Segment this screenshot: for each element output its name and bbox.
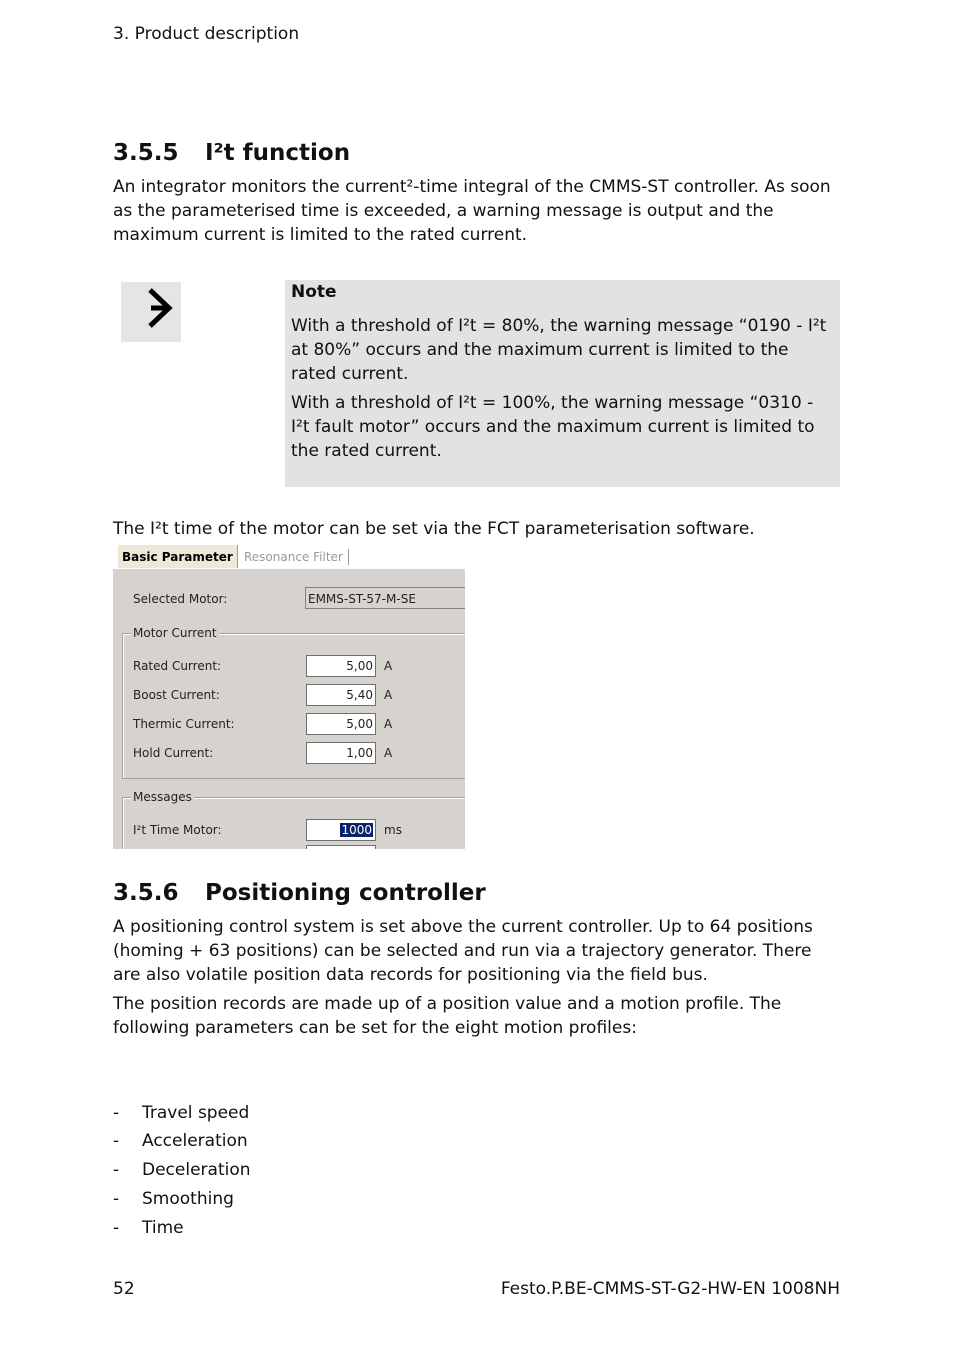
hold-current-unit: A	[384, 746, 393, 760]
next-field-partial	[306, 845, 376, 849]
rated-current-input[interactable]: 5,00	[306, 655, 376, 677]
tab-bar	[113, 545, 465, 569]
selected-motor-label: Selected Motor:	[133, 592, 228, 606]
rated-current-unit: A	[384, 659, 393, 673]
note-box	[285, 280, 840, 487]
section-heading-3-5-5	[113, 140, 350, 166]
tab-basic-parameter[interactable]: Basic Parameter	[118, 545, 238, 568]
fct-intro-paragraph: The I²t time of the motor can be set via the FCT parameterisation software.	[113, 519, 755, 539]
i2t-time-selected-value: 1000	[341, 823, 372, 837]
list-item-text: Smoothing	[142, 1189, 234, 1209]
fct-parameter-panel	[113, 545, 465, 849]
i2t-time-unit: ms	[384, 823, 402, 837]
list-marker: -	[113, 1189, 120, 1209]
hold-current-label: Hold Current:	[133, 746, 214, 760]
document-id: Festo.P.BE-CMMS-ST-G2-HW-EN 1008NH	[500, 1279, 840, 1299]
list-marker: -	[113, 1131, 120, 1151]
note-paragraph-1: With a threshold of I²t = 80%, the warning message “0190 - I²t at 80%” occurs and the maximum current is limited to the rated current.	[291, 316, 827, 384]
note-title: Note	[291, 282, 337, 302]
i2t-time-input[interactable]	[306, 819, 376, 841]
note-icon-box	[121, 282, 181, 342]
selected-motor-field: EMMS-ST-57-M-SE	[305, 587, 465, 609]
list-item	[113, 1189, 234, 1209]
list-marker: -	[113, 1103, 120, 1123]
thermic-current-label: Thermic Current:	[133, 717, 235, 731]
list-marker: -	[113, 1160, 120, 1180]
running-head: 3. Product description	[113, 24, 300, 44]
list-item-text: Acceleration	[142, 1131, 248, 1151]
thermic-current-input[interactable]: 5,00	[306, 713, 376, 735]
motor-current-group-title: Motor Current	[133, 626, 217, 640]
tab-resonance-filter[interactable]: Resonance Filter	[244, 550, 343, 564]
boost-current-unit: A	[384, 688, 393, 702]
list-item	[113, 1218, 184, 1238]
positioning-paragraph-2: The position records are made up of a position value and a motion profile. The following parameters can be set for the eight motion profiles:	[113, 994, 782, 1038]
hold-current-input[interactable]: 1,00	[306, 742, 376, 764]
section-heading-3-5-6	[113, 880, 486, 906]
tab-separator	[348, 549, 349, 565]
page-number: 52	[113, 1279, 135, 1299]
list-item-text: Time	[142, 1218, 184, 1238]
list-item	[113, 1103, 249, 1123]
section-title: I²t function	[205, 140, 351, 166]
section-intro-paragraph: An integrator monitors the current²-time integral of the CMMS-ST controller. As soon as the parameterised time is exceeded, a warning message is output and the maximum current is limited to the rated current.	[113, 177, 831, 245]
right-arrow-icon	[121, 282, 181, 342]
list-marker: -	[113, 1218, 120, 1238]
list-item	[113, 1160, 251, 1180]
rated-current-label: Rated Current:	[133, 659, 222, 673]
boost-current-input[interactable]: 5,40	[306, 684, 376, 706]
list-item-text: Travel speed	[142, 1103, 250, 1123]
note-paragraph-2: With a threshold of I²t = 100%, the warning message “0310 - I²t fault motor” occurs and the maximum current is limited to the rated current.	[291, 393, 815, 461]
list-item-text: Deceleration	[142, 1160, 251, 1180]
boost-current-label: Boost Current:	[133, 688, 220, 702]
positioning-paragraph-1: A positioning control system is set above the current controller. Up to 64 positions (homing + 63 positions) can be selected and run via a trajectory generator. There are also volatile position data records for positioning via the field bus.	[113, 917, 813, 985]
i2t-time-label: I²t Time Motor:	[133, 823, 222, 837]
section-title: Positioning controller	[205, 880, 486, 906]
messages-group-title: Messages	[133, 790, 192, 804]
section-number: 3.5.6	[113, 880, 179, 906]
list-item	[113, 1131, 248, 1151]
thermic-current-unit: A	[384, 717, 393, 731]
section-number: 3.5.5	[113, 140, 179, 166]
